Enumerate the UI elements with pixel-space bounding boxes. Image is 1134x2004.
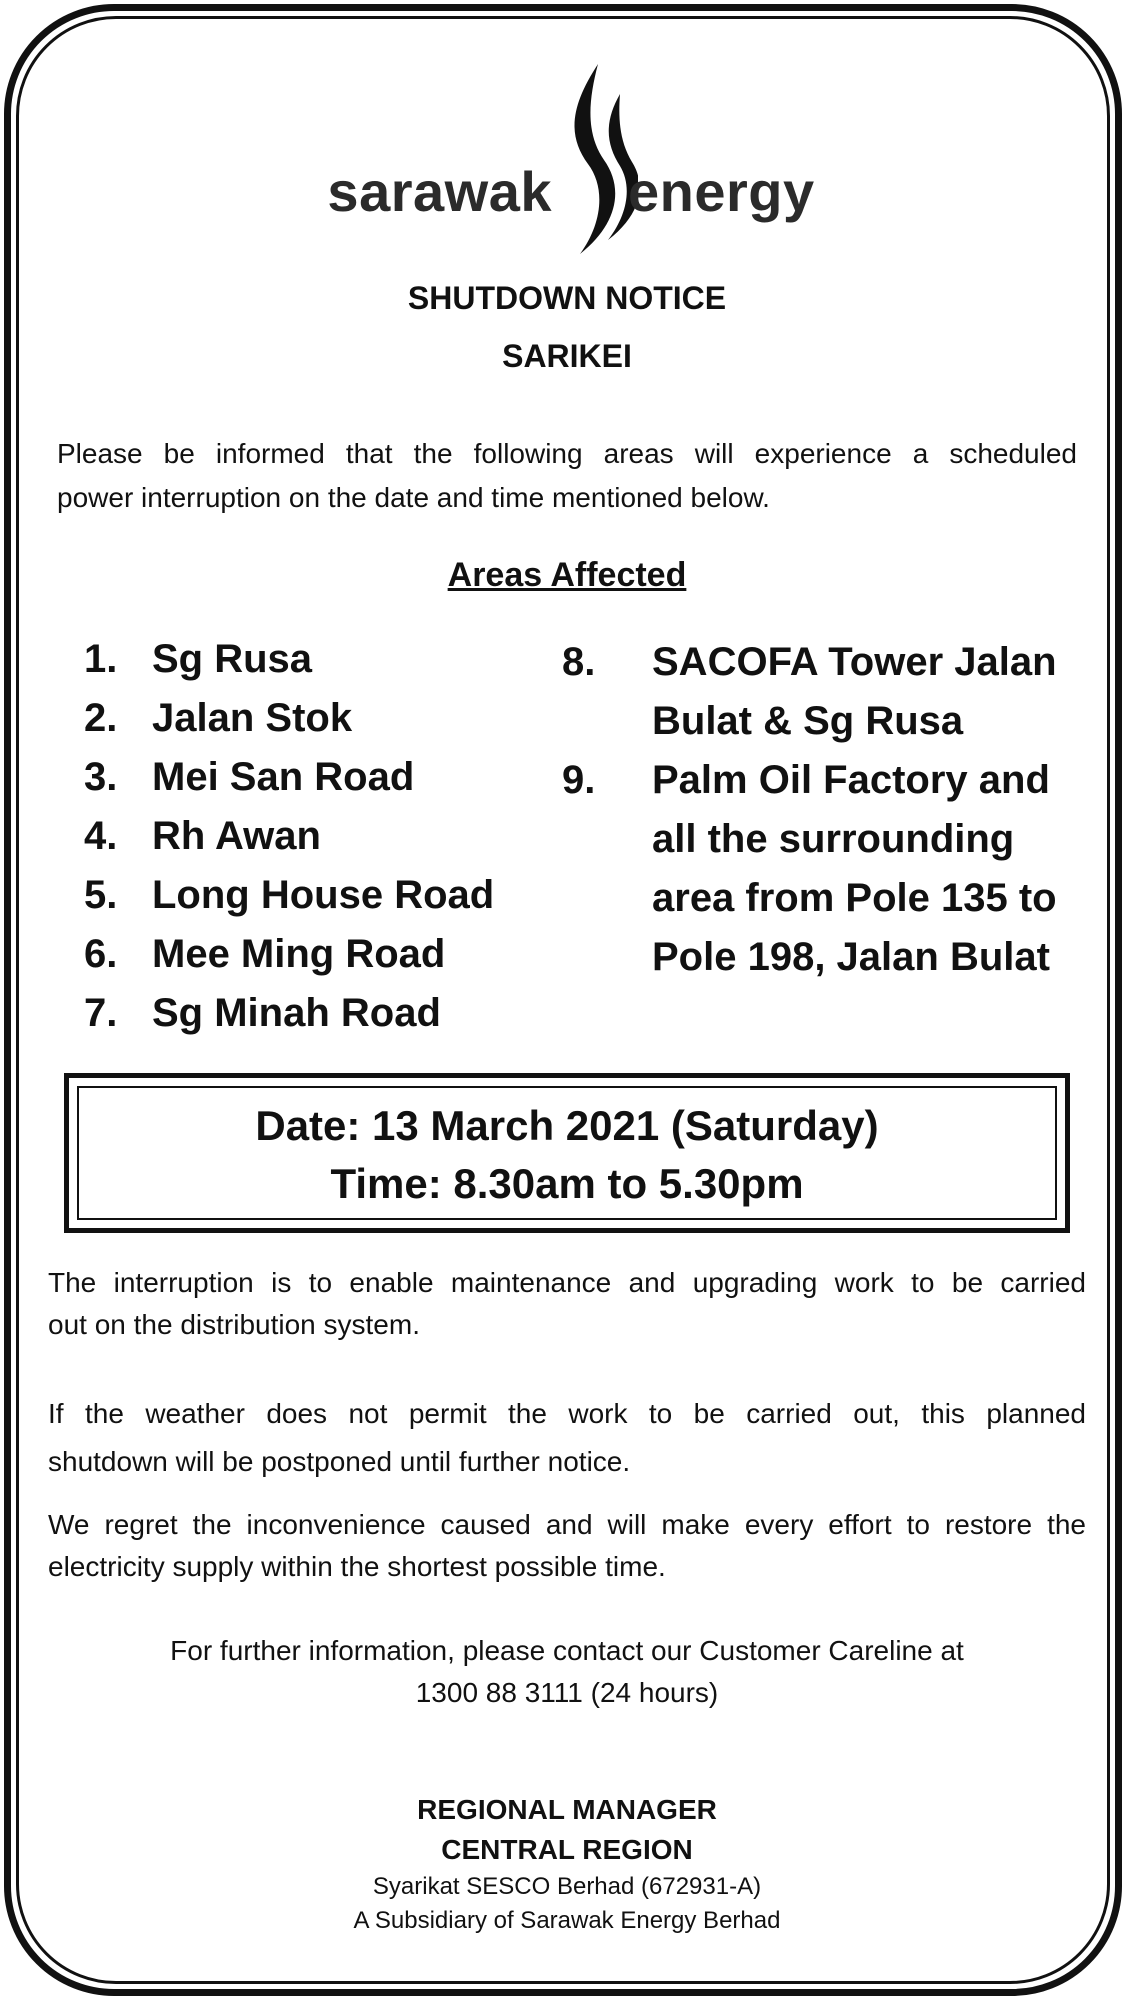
list-item	[84, 748, 524, 807]
regret-line-2: electricity supply within the shortest possible time.	[48, 1551, 666, 1582]
signature-region: CENTRAL REGION	[441, 1834, 693, 1865]
area-name: Jalan Stok	[152, 696, 353, 740]
maintenance-line-2: out on the distribution system.	[48, 1309, 420, 1340]
list-number: 1.	[84, 637, 118, 681]
notice-location: SARIKEI	[502, 338, 632, 374]
list-item	[562, 751, 1082, 810]
area-name-line: SACOFA Tower Jalan	[652, 640, 1057, 684]
weather-paragraph	[48, 1390, 1086, 1486]
contact-line-1: For further information, please contact our Customer Careline at	[170, 1635, 964, 1666]
contact-info	[0, 1630, 1134, 1714]
list-item-continuation	[562, 692, 1082, 751]
list-item-continuation	[562, 928, 1082, 987]
list-number: 3.	[84, 755, 118, 799]
areas-heading: Areas Affected	[447, 556, 687, 594]
list-number: 4.	[84, 814, 118, 858]
area-name: Sg Minah Road	[152, 991, 441, 1035]
logo-word-energy: energy	[628, 160, 815, 223]
list-item	[84, 807, 524, 866]
area-name: Sg Rusa	[152, 637, 313, 681]
weather-line-1: If the weather does not permit the work to be carried out, this planned	[48, 1398, 1086, 1429]
signature-block	[0, 1790, 1134, 1938]
list-item	[84, 689, 524, 748]
list-item-continuation	[562, 810, 1082, 869]
regret-paragraph	[48, 1504, 1086, 1588]
list-number: 8.	[562, 640, 596, 684]
intro-line-2: power interruption on the date and time mentioned below.	[57, 482, 770, 513]
area-name: Mei San Road	[152, 755, 415, 799]
list-item	[84, 866, 524, 925]
list-item	[84, 984, 524, 1043]
signature-company: Syarikat SESCO Berhad (672931-A)	[372, 1873, 762, 1900]
flame-icon	[558, 64, 638, 254]
list-item	[84, 925, 524, 984]
intro-line-1: Please be informed that the following areas will experience a scheduled	[57, 438, 1077, 469]
signature-role: REGIONAL MANAGER	[417, 1794, 717, 1825]
area-name: Rh Awan	[152, 814, 321, 858]
schedule-box	[64, 1073, 1070, 1233]
area-name-line: area from Pole 135 to	[652, 876, 1057, 920]
regret-line-1: We regret the inconvenience caused and will make every effort to restore the	[48, 1509, 1086, 1540]
sarawak-energy-logo	[0, 64, 1134, 254]
list-number: 6.	[84, 932, 118, 976]
area-name-line: all the surrounding	[652, 817, 1015, 861]
areas-list-left	[84, 630, 524, 1043]
schedule-date: Date: 13 March 2021 (Saturday)	[255, 1102, 879, 1149]
areas-list-right	[562, 633, 1082, 987]
list-item	[562, 633, 1082, 692]
intro-paragraph	[57, 432, 1077, 520]
list-number: 9.	[562, 758, 596, 802]
area-name-line: Pole 198, Jalan Bulat	[652, 935, 1050, 979]
signature-subsidiary: A Subsidiary of Sarawak Energy Berhad	[353, 1907, 781, 1934]
logo-word-sarawak: sarawak	[327, 160, 552, 223]
weather-line-2: shutdown will be postponed until further notice.	[48, 1446, 631, 1477]
list-number: 7.	[84, 991, 118, 1035]
list-number: 5.	[84, 873, 118, 917]
maintenance-paragraph	[48, 1262, 1086, 1346]
area-name-line: Bulat & Sg Rusa	[652, 699, 964, 743]
notice-title: SHUTDOWN NOTICE	[407, 280, 727, 316]
area-name-line: Palm Oil Factory and	[652, 758, 1050, 802]
area-name: Mee Ming Road	[152, 932, 446, 976]
schedule-text	[69, 1097, 1065, 1213]
careline-number: 1300 88 3111 (24 hours)	[415, 1677, 719, 1708]
schedule-time: Time: 8.30am to 5.30pm	[330, 1160, 804, 1207]
list-item	[84, 630, 524, 689]
maintenance-line-1: The interruption is to enable maintenance and upgrading work to be carried	[48, 1267, 1086, 1298]
list-number: 2.	[84, 696, 118, 740]
list-item-continuation	[562, 869, 1082, 928]
area-name: Long House Road	[152, 873, 495, 917]
